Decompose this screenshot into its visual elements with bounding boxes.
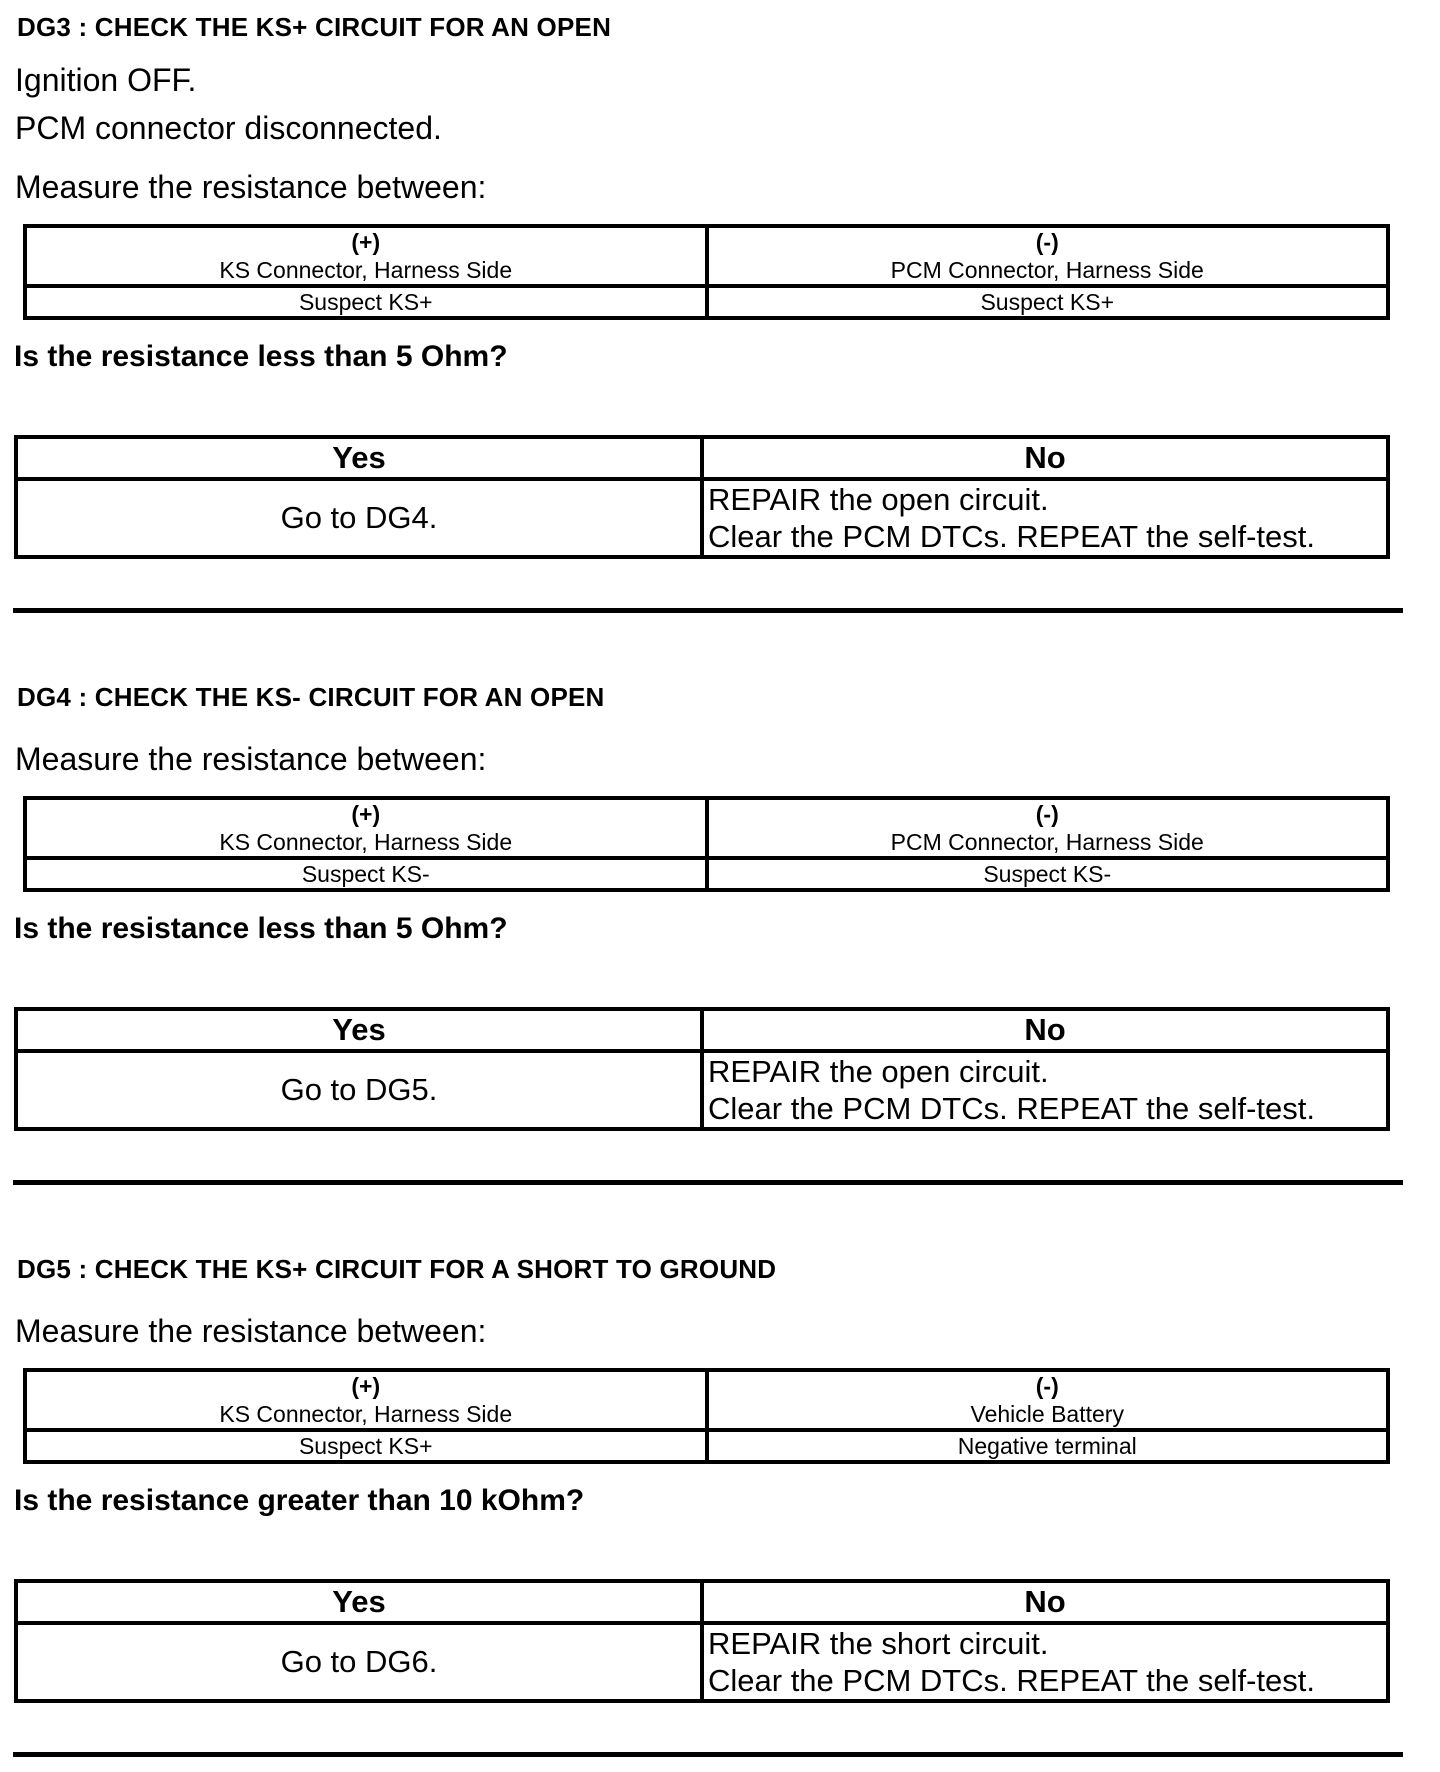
minus-sign: (-) <box>1035 229 1059 255</box>
plus-probe-cell <box>25 798 707 858</box>
plus-sign: (+) <box>351 801 381 827</box>
section-divider <box>13 1180 1403 1185</box>
instruction-line: Measure the resistance between: <box>15 741 487 777</box>
yes-header: Yes <box>16 1581 702 1623</box>
minus-label: Vehicle Battery <box>970 1401 1124 1427</box>
question: Is the resistance greater than 10 kOhm? <box>14 1484 585 1517</box>
instruction-line: PCM connector disconnected. <box>15 110 442 146</box>
minus-label: PCM Connector, Harness Side <box>890 257 1204 283</box>
minus-sign: (-) <box>1035 801 1059 827</box>
minus-sign: (-) <box>1035 1373 1059 1399</box>
result-table <box>14 1007 1390 1131</box>
question: Is the resistance less than 5 Ohm? <box>14 912 508 945</box>
no-action-line: Clear the PCM DTCs. REPEAT the self-test. <box>708 519 1315 554</box>
minus-probe-cell <box>707 798 1389 858</box>
minus-label: PCM Connector, Harness Side <box>890 829 1204 855</box>
no-header: No <box>702 1581 1388 1623</box>
instruction-line: Measure the resistance between: <box>15 169 487 205</box>
measurement-table <box>23 224 1390 320</box>
plus-value: Suspect KS+ <box>25 286 707 318</box>
result-table <box>14 1579 1390 1703</box>
no-header: No <box>702 1009 1388 1051</box>
yes-action: Go to DG4. <box>16 479 702 557</box>
no-action-line: REPAIR the open circuit. <box>708 1054 1049 1089</box>
section-divider <box>13 608 1403 613</box>
plus-value: Suspect KS- <box>25 858 707 890</box>
yes-action: Go to DG5. <box>16 1051 702 1129</box>
yes-header: Yes <box>16 437 702 479</box>
measurement-table <box>23 1368 1390 1464</box>
no-header: No <box>702 437 1388 479</box>
plus-probe-cell <box>25 1370 707 1430</box>
plus-label: KS Connector, Harness Side <box>219 257 513 283</box>
plus-label: KS Connector, Harness Side <box>219 1401 513 1427</box>
plus-sign: (+) <box>351 229 381 255</box>
no-action-cell <box>702 1623 1388 1701</box>
minus-probe-cell <box>707 226 1389 286</box>
no-action-line: REPAIR the open circuit. <box>708 482 1049 517</box>
plus-value: Suspect KS+ <box>25 1430 707 1462</box>
section-heading: DG5 : CHECK THE KS+ CIRCUIT FOR A SHORT TO GROUND <box>17 1254 777 1284</box>
minus-value: Suspect KS- <box>707 858 1389 890</box>
instruction-line: Measure the resistance between: <box>15 1313 487 1349</box>
no-action-line: Clear the PCM DTCs. REPEAT the self-test. <box>708 1091 1315 1126</box>
plus-probe-cell <box>25 226 707 286</box>
no-action-line: Clear the PCM DTCs. REPEAT the self-test. <box>708 1663 1315 1698</box>
yes-action: Go to DG6. <box>16 1623 702 1701</box>
no-action-cell <box>702 479 1388 557</box>
yes-header: Yes <box>16 1009 702 1051</box>
section-heading: DG3 : CHECK THE KS+ CIRCUIT FOR AN OPEN <box>17 12 612 42</box>
section-heading: DG4 : CHECK THE KS- CIRCUIT FOR AN OPEN <box>17 682 605 712</box>
minus-value: Suspect KS+ <box>707 286 1389 318</box>
measurement-table <box>23 796 1390 892</box>
no-action-line: REPAIR the short circuit. <box>708 1626 1049 1661</box>
plus-label: KS Connector, Harness Side <box>219 829 513 855</box>
minus-probe-cell <box>707 1370 1389 1430</box>
result-table <box>14 435 1390 559</box>
no-action-cell <box>702 1051 1388 1129</box>
minus-value: Negative terminal <box>707 1430 1389 1462</box>
instruction-line: Ignition OFF. <box>15 62 197 98</box>
question: Is the resistance less than 5 Ohm? <box>14 340 508 373</box>
section-divider <box>13 1752 1403 1757</box>
plus-sign: (+) <box>351 1373 381 1399</box>
